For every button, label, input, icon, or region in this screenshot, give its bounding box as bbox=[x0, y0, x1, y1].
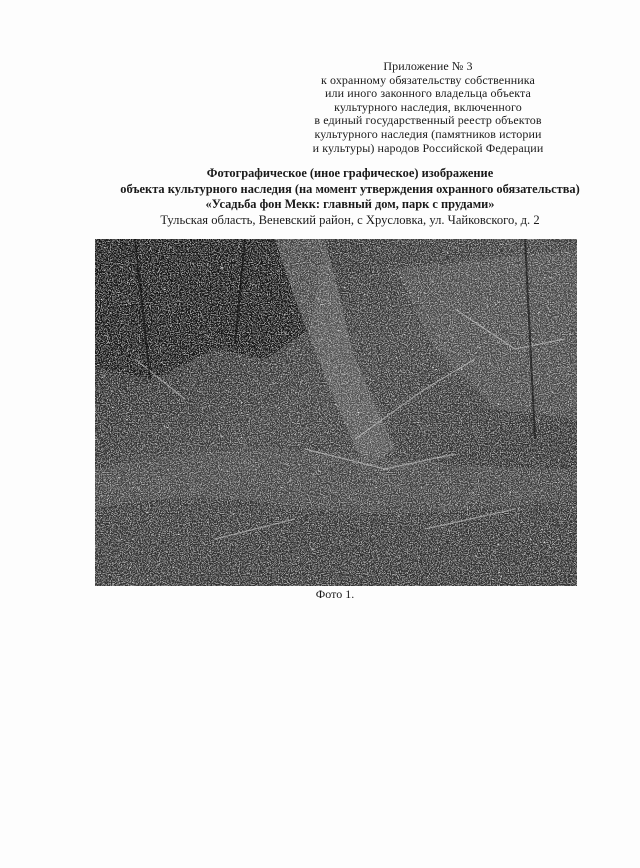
heading-title: Фотографическое (иное графическое) изображение bbox=[206, 166, 494, 180]
forest-photo-image bbox=[95, 239, 577, 586]
heading-subtitle: объекта культурного наследия (на момент утверждения охранного обязательства) bbox=[120, 181, 580, 196]
appendix-line: или иного законного владельца объекта bbox=[325, 86, 531, 101]
appendix-line: культурного наследия, включенного bbox=[334, 99, 522, 114]
document-heading bbox=[70, 166, 630, 228]
site-photo bbox=[95, 239, 577, 586]
appendix-line: и культуры) народов Российской Федерации bbox=[312, 140, 544, 155]
appendix-line: Приложение № 3 bbox=[383, 59, 473, 73]
appendix-header bbox=[278, 60, 578, 155]
appendix-line: культурного наследия (памятников истории bbox=[314, 126, 542, 141]
appendix-line: в единый государственный реестр объектов bbox=[314, 113, 542, 128]
object-address: Тульская область, Веневский район, с Хрусловка, ул. Чайковского, д. 2 bbox=[160, 212, 540, 227]
appendix-line: к охранному обязательству собственника bbox=[321, 72, 535, 87]
photo-caption: Фото 1. bbox=[315, 587, 355, 601]
object-name: «Усадьба фон Мекк: главный дом, парк с прудами» bbox=[205, 197, 495, 212]
